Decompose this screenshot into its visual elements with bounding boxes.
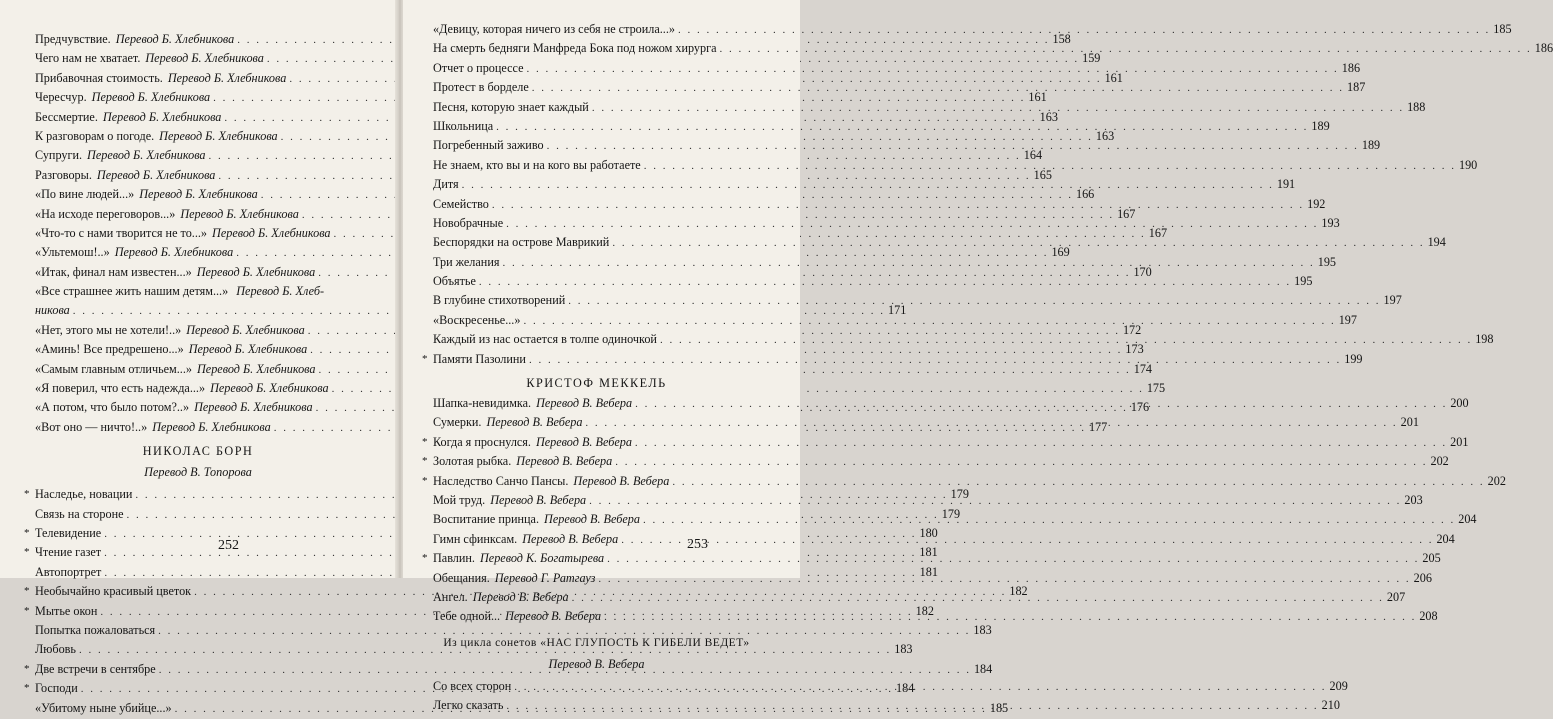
entry-page-number: 197 bbox=[1383, 293, 1402, 308]
entry-title: Семейство bbox=[433, 196, 489, 211]
dot-leader bbox=[644, 157, 1456, 176]
entry-page-number: 185 bbox=[1493, 22, 1512, 36]
entry-page-number: 170 bbox=[1133, 264, 1152, 279]
entry-title: Протест в борделе bbox=[433, 80, 529, 95]
entry-title: Наследье, новации bbox=[35, 487, 133, 502]
toc-entry bbox=[433, 78, 1366, 97]
entry-title: «Что-то с нами творится не то...» bbox=[35, 225, 208, 240]
entry-page-number: 167 bbox=[1148, 225, 1168, 240]
entry-page-number: 202 bbox=[1430, 454, 1449, 469]
entry-translator: Перевод Б. Хлебникова bbox=[212, 225, 331, 240]
entry-title: Супруги. bbox=[35, 148, 83, 163]
dot-leader bbox=[621, 531, 1433, 550]
asterisk-marker: * bbox=[422, 455, 428, 468]
dot-leader bbox=[502, 254, 1314, 273]
entry-title: Три желания bbox=[433, 254, 500, 269]
entry-title: На смерть бедняги Манфреда Бока под ножом хирурга bbox=[433, 41, 717, 56]
entry-title: Две встречи в сентябре bbox=[35, 661, 156, 676]
dot-leader bbox=[615, 453, 1427, 472]
entry-page-number: 199 bbox=[1344, 351, 1363, 366]
entry-page-number: 175 bbox=[1146, 381, 1166, 396]
entry-page-number: 164 bbox=[1023, 148, 1043, 163]
page-number-right: 253 bbox=[687, 537, 708, 552]
entry-page-number: 176 bbox=[1130, 400, 1150, 415]
entry-page-number: 173 bbox=[1125, 342, 1144, 357]
entry-translator: Перевод В. Вебера bbox=[535, 434, 632, 449]
entry-title: Памяти Пазолини bbox=[433, 351, 526, 366]
entry-translator: Перевод Б. Хлебникова bbox=[167, 70, 287, 85]
entry-translator: Перевод Б. Хлебникова bbox=[180, 206, 299, 221]
entry-page-number: 195 bbox=[1294, 274, 1313, 289]
entry-page-number: 183 bbox=[973, 622, 992, 637]
entry-page-number: 161 bbox=[1104, 70, 1123, 85]
entry-page-number: 201 bbox=[1400, 415, 1419, 430]
dot-leader bbox=[643, 511, 1455, 530]
entry-translator: Перевод Б. Хлебникова bbox=[186, 322, 305, 337]
entry-title: Ангел. bbox=[433, 589, 468, 604]
entry-page-number: 180 bbox=[919, 525, 938, 540]
entry-title: «Ультемош!..» bbox=[35, 245, 110, 260]
entry-title: Павлин. bbox=[433, 551, 475, 566]
entry-title: Когда я проснулся. bbox=[433, 434, 531, 449]
entry-translator: Перевод Б. Хлебникова bbox=[188, 342, 308, 357]
entry-translator: Перевод Б. Хлеб- bbox=[236, 284, 325, 299]
entry-page-number: 204 bbox=[1458, 512, 1477, 527]
toc-entry bbox=[35, 360, 1153, 379]
entry-page-number: 190 bbox=[1458, 157, 1478, 172]
entry-title: Телевидение bbox=[35, 525, 102, 540]
asterisk-marker: * bbox=[422, 474, 428, 487]
entry-title: Необычайно красивый цветок bbox=[35, 584, 192, 599]
entry-translator: Перевод Б. Хлебникова bbox=[159, 128, 278, 143]
asterisk-marker: * bbox=[24, 682, 30, 695]
entry-title: Автопортрет bbox=[35, 564, 102, 579]
toc-entry bbox=[433, 291, 1402, 310]
dot-leader bbox=[523, 312, 1335, 331]
entry-title: Наследство Санчо Пансы. bbox=[433, 473, 569, 488]
entry-page-number: 207 bbox=[1386, 589, 1406, 604]
entry-page-number: 159 bbox=[1082, 51, 1101, 66]
entry-title: Мой труд. bbox=[433, 492, 486, 507]
toc-entry-wrapped bbox=[35, 282, 361, 301]
entry-translator: Перевод Б. Хлебникова bbox=[197, 361, 316, 376]
asterisk-marker: * bbox=[422, 552, 428, 565]
entry-page-number: 177 bbox=[1088, 419, 1108, 434]
dot-leader bbox=[635, 434, 1447, 453]
entry-page-number: 163 bbox=[1095, 128, 1115, 143]
dot-leader bbox=[492, 196, 1304, 215]
dot-leader bbox=[672, 473, 1484, 492]
entry-title: Связь на стороне bbox=[35, 506, 124, 521]
dot-leader bbox=[720, 40, 1532, 59]
entry-title: Воспитание принца. bbox=[433, 512, 540, 527]
entry-page-number: 167 bbox=[1117, 206, 1136, 221]
dot-leader bbox=[506, 697, 1318, 716]
entry-title: Тебе одной... bbox=[433, 609, 501, 624]
toc-entry bbox=[433, 136, 1381, 155]
toc-entry bbox=[433, 272, 1313, 291]
entry-translator: Перевод Б. Хлебникова bbox=[210, 381, 329, 396]
dot-leader bbox=[635, 395, 1447, 414]
asterisk-marker: * bbox=[24, 662, 30, 675]
asterisk-marker: * bbox=[24, 526, 30, 539]
entry-title: Дитя bbox=[433, 177, 459, 192]
asterisk-marker: * bbox=[24, 546, 30, 559]
entry-title: «Девицу, которая ничего из себя не строила...» bbox=[433, 22, 675, 36]
entry-title: Золотая рыбка. bbox=[433, 454, 512, 469]
entry-title: Объятье bbox=[433, 274, 476, 289]
entry-page-number: 172 bbox=[1122, 322, 1142, 337]
entry-title: «Убитому ныне убийце...» bbox=[35, 700, 172, 715]
entry-translator: Перевод В. Вебера bbox=[490, 492, 587, 507]
entry-page-number: 181 bbox=[919, 564, 938, 579]
entry-page-number: 201 bbox=[1450, 434, 1469, 449]
entry-title: Каждый из нас остается в толпе одиночкой bbox=[433, 332, 657, 347]
dot-leader bbox=[660, 331, 1472, 350]
entry-page-number: 198 bbox=[1475, 332, 1494, 347]
toc-entry bbox=[433, 330, 1494, 349]
dot-leader bbox=[514, 678, 1326, 697]
cycle-heading: Из цикла сонетов «НАС ГЛУПОСТЬ К ГИБЕЛИ ВЕДЕТ» bbox=[443, 636, 750, 649]
entry-title: «Аминь! Все предрешено...» bbox=[35, 342, 184, 357]
entry-page-number: 195 bbox=[1317, 254, 1336, 269]
entry-title: Попытка пожаловаться bbox=[35, 622, 156, 637]
entry-page-number: 209 bbox=[1329, 678, 1348, 693]
entry-page-number: 191 bbox=[1276, 177, 1296, 192]
dot-leader bbox=[607, 550, 1419, 569]
entry-title: «По вине людей...» bbox=[35, 187, 135, 202]
entry-page-number: 188 bbox=[1407, 99, 1426, 114]
dot-leader bbox=[479, 273, 1291, 292]
entry-page-number: 206 bbox=[1413, 570, 1432, 585]
entry-title: «Все страшнее жить нашим детям...» bbox=[35, 284, 229, 299]
dot-leader bbox=[598, 570, 1410, 589]
entry-page-number: 189 bbox=[1361, 138, 1381, 153]
entry-page-number: 161 bbox=[1028, 90, 1047, 105]
entry-title: «Вот оно — ничто!..» bbox=[35, 419, 148, 434]
dot-leader bbox=[496, 118, 1308, 137]
entry-page-number: 181 bbox=[919, 545, 938, 560]
asterisk-marker: * bbox=[422, 435, 428, 448]
entry-page-number: 158 bbox=[1052, 32, 1071, 46]
entry-translator: Перевод Б. Хлебникова bbox=[91, 90, 211, 105]
entry-translator: Перевод Б. Хлебникова bbox=[152, 419, 271, 434]
entry-title: «Итак, финал нам известен...» bbox=[35, 264, 192, 279]
entry-title: Предчувствие. bbox=[35, 32, 111, 46]
entry-page-number: 194 bbox=[1427, 235, 1446, 250]
entry-title: Сумерки. bbox=[433, 415, 482, 430]
cycle-translator: Перевод В. Вебера bbox=[548, 656, 645, 671]
dot-leader bbox=[585, 414, 1397, 433]
toc-entry bbox=[422, 452, 1449, 471]
entry-translator: Перевод В. Вебера bbox=[516, 454, 613, 469]
dot-leader bbox=[462, 176, 1274, 195]
entry-title: К разговорам о погоде. bbox=[35, 128, 155, 143]
dot-leader bbox=[572, 589, 1384, 608]
entry-title: «Воскресенье...» bbox=[433, 312, 521, 327]
dot-leader bbox=[529, 351, 1341, 370]
entry-page-number: 204 bbox=[1436, 531, 1455, 546]
entry-page-number: 193 bbox=[1321, 215, 1340, 230]
entry-translator: Перевод В. Вебера bbox=[505, 609, 602, 624]
dot-leader bbox=[592, 99, 1404, 118]
entry-page-number: 187 bbox=[1347, 80, 1366, 95]
entry-title: «Нет, этого мы не хотели!..» bbox=[35, 322, 182, 337]
entry-translator: Перевод Б. Хлебникова bbox=[115, 32, 235, 46]
entry-page-number: 163 bbox=[1039, 109, 1058, 124]
toc-entry bbox=[422, 472, 1506, 491]
entry-page-number: 171 bbox=[888, 303, 907, 318]
translator-heading: Перевод В. Топорова bbox=[144, 465, 252, 480]
dot-leader bbox=[506, 215, 1318, 234]
entry-title: Со всех сторон bbox=[433, 678, 512, 693]
author-heading: КРИСТОФ МЕККЕЛЬ bbox=[526, 376, 667, 391]
entry-translator: Перевод Б. Хлебникова bbox=[102, 109, 222, 124]
entry-page-number: 203 bbox=[1404, 492, 1423, 507]
entry-title: Беспорядки на острове Маврикий bbox=[433, 235, 610, 250]
entry-title: «На исходе переговоров...» bbox=[35, 206, 176, 221]
entry-translator: Перевод Б. Хлебникова bbox=[196, 264, 316, 279]
entry-title: Прибавочная стоимость. bbox=[35, 70, 163, 85]
entry-translator: Перевод К. Богатырева bbox=[479, 551, 605, 566]
entry-page-number: 179 bbox=[941, 506, 961, 521]
entry-page-number: 197 bbox=[1338, 312, 1357, 327]
entry-translator-continued: никова bbox=[35, 303, 70, 318]
entry-title: Чтение газет bbox=[35, 545, 102, 560]
entry-title: Погребенный заживо bbox=[433, 138, 544, 153]
entry-translator: Перевод Б. Хлебникова bbox=[139, 187, 258, 202]
entry-page-number: 208 bbox=[1419, 609, 1438, 624]
entry-title: Новобрачные bbox=[433, 215, 504, 230]
entry-translator: Перевод В. Вебера bbox=[472, 589, 569, 604]
dot-leader bbox=[568, 292, 1380, 311]
dot-leader bbox=[604, 608, 1416, 627]
asterisk-marker: * bbox=[24, 585, 30, 598]
entry-title: «Я поверил, что есть надежда...» bbox=[35, 381, 206, 396]
entry-page-number: 184 bbox=[896, 681, 915, 696]
entry-page-number: 182 bbox=[1009, 584, 1028, 599]
entry-title: Шапка-невидимка. bbox=[433, 396, 532, 411]
asterisk-marker: * bbox=[24, 488, 30, 501]
entry-title: Чего нам не хватает. bbox=[35, 51, 141, 66]
toc-entry bbox=[433, 175, 1296, 194]
entry-title: Господи bbox=[35, 681, 78, 696]
entry-title: Отчет о процессе bbox=[433, 60, 524, 75]
entry-translator: Перевод Б. Хлебникова bbox=[145, 51, 264, 66]
entry-page-number: 174 bbox=[1133, 361, 1153, 376]
toc-entry bbox=[422, 433, 1469, 452]
dot-leader bbox=[547, 137, 1359, 156]
dot-leader bbox=[612, 234, 1424, 253]
entry-page-number: 179 bbox=[950, 487, 969, 502]
entry-title: Не знаем, кто вы и на кого вы работаете bbox=[433, 157, 641, 172]
entry-translator: Перевод Б. Хлебникова bbox=[87, 148, 206, 163]
dot-leader bbox=[678, 21, 1490, 40]
dot-leader bbox=[589, 492, 1401, 511]
entry-translator: Перевод В. Вебера bbox=[486, 415, 583, 430]
entry-title: Обещания. bbox=[433, 570, 490, 585]
entry-title: «А потом, что было потом?..» bbox=[35, 400, 190, 415]
entry-title: В глубине стихотворений bbox=[433, 293, 566, 308]
entry-page-number: 186 bbox=[1534, 41, 1553, 56]
entry-translator: Перевод Б. Хлебникова bbox=[114, 245, 234, 260]
entry-page-number: 165 bbox=[1033, 167, 1052, 182]
entry-translator: Перевод Г. Ратгауз bbox=[494, 570, 596, 585]
entry-translator: Перевод В. Вебера bbox=[522, 531, 619, 546]
entry-page-number: 184 bbox=[973, 661, 993, 676]
entry-title: Гимн сфинксам. bbox=[433, 531, 518, 546]
entry-title: Чересчур. bbox=[35, 90, 87, 105]
entry-page-number: 166 bbox=[1075, 187, 1095, 202]
entry-page-number: 205 bbox=[1422, 551, 1441, 566]
entry-page-number: 192 bbox=[1307, 196, 1326, 211]
entry-page-number: 200 bbox=[1450, 396, 1469, 411]
entry-translator: Перевод В. Вебера bbox=[573, 473, 670, 488]
entry-page-number: 169 bbox=[1051, 245, 1070, 260]
page-number-left: 252 bbox=[218, 538, 239, 553]
entry-page-number: 185 bbox=[989, 700, 1009, 715]
entry-translator: Перевод Б. Хлебникова bbox=[96, 167, 216, 182]
author-heading: НИКОЛАС БОРН bbox=[142, 444, 254, 459]
entry-page-number: 189 bbox=[1311, 118, 1330, 133]
entry-translator: Перевод В. Вебера bbox=[536, 396, 633, 411]
entry-title: Мытье окон bbox=[35, 603, 98, 618]
entry-title: Школьница bbox=[433, 118, 494, 133]
entry-title: Песня, которую знает каждый bbox=[433, 99, 589, 114]
toc-entry bbox=[433, 233, 1446, 252]
entry-title: Разговоры. bbox=[35, 167, 92, 182]
entry-page-number: 210 bbox=[1321, 698, 1340, 713]
entry-page-number: 202 bbox=[1487, 473, 1506, 488]
toc-entry bbox=[35, 621, 992, 640]
dot-leader bbox=[532, 79, 1344, 98]
asterisk-marker: * bbox=[24, 604, 30, 617]
entry-title: «Самым главным отличьем...» bbox=[35, 361, 192, 376]
entry-page-number: 182 bbox=[915, 603, 934, 618]
entry-page-number: 183 bbox=[894, 642, 913, 657]
entry-title: Бессмертие. bbox=[35, 109, 98, 124]
entry-title: Легко сказать bbox=[433, 698, 504, 713]
dot-leader bbox=[527, 60, 1339, 79]
entry-title: Любовь bbox=[35, 642, 76, 657]
asterisk-marker: * bbox=[422, 352, 428, 365]
entry-translator: Перевод В. Вебера bbox=[544, 512, 640, 527]
entry-translator: Перевод Б. Хлебникова bbox=[194, 400, 313, 415]
entry-page-number: 186 bbox=[1341, 60, 1361, 75]
